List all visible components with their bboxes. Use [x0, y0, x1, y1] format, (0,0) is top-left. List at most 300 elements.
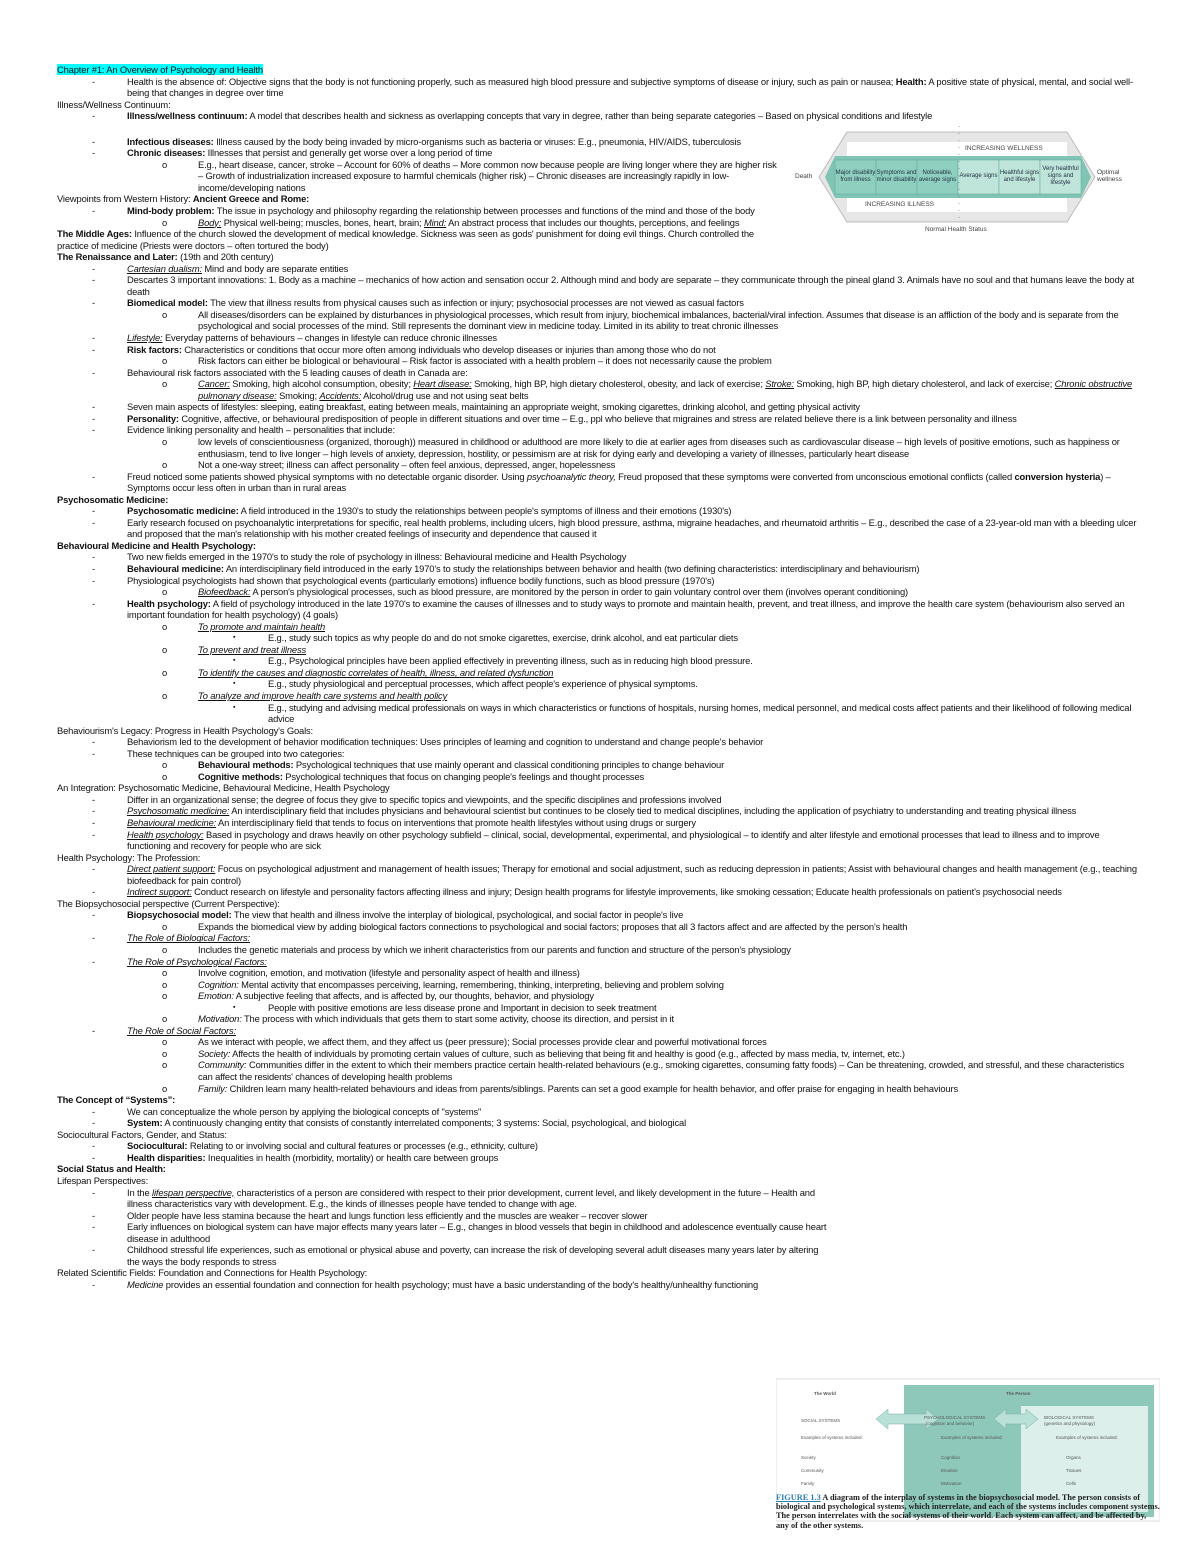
text-span: Includes the genetic materials and process by which we inherit characteristics from our parents and function and structure of the person's physiology — [198, 944, 791, 956]
text-span: An interdisciplinary field that includes physicians and behavioural scientist but continues to be closely tied to medical disciplines, including the application of psychiatry to understanding and treating physical illness — [229, 805, 1077, 817]
list-item — [57, 263, 1140, 275]
text-span: All diseases/disorders can be explained by disturbances in physiological processes, which result from injury, biochemical imbalances, bacterial/viral infection. Assumes that disease is an affliction of the body and is separate from the psychological and social processes of the mind. Still represents the dominant view in medicine today. Limited in its ability to treat chronic illnesses — [198, 308, 1119, 332]
psych-systems-sub: (cognition and behavior) — [926, 1421, 975, 1426]
list-item — [57, 367, 1140, 379]
list-item — [57, 644, 1140, 656]
list-item — [57, 517, 1140, 540]
list-item — [57, 805, 1140, 817]
list-item — [57, 144, 1140, 159]
bullet-icon: o — [162, 620, 168, 632]
term-label: Cognitive methods: — [198, 770, 283, 782]
bio-item: Organs — [1066, 1455, 1081, 1460]
list-item — [57, 563, 1140, 575]
psych-examples-label: Examples of systems included: — [941, 1435, 1003, 1440]
list-item — [57, 771, 1140, 783]
text-span: A subjective feeling that affects, and is affected by, our thoughts, behavior, and physiology — [233, 990, 594, 1002]
bio-systems-title: BIOLOGICAL SYSTEMS — [1044, 1415, 1094, 1420]
list-item — [57, 621, 1140, 633]
bullet-icon: o — [162, 978, 168, 990]
bullet-icon: - — [92, 1117, 95, 1129]
list-item — [57, 1140, 1140, 1152]
figure-caption — [776, 1493, 1160, 1530]
list-item — [57, 332, 1140, 344]
list-item — [57, 632, 1140, 644]
term-label: The Role of Psychological Factors: — [127, 955, 267, 967]
text-span: Psychological techniques that focus on changing people's feelings and thought processes — [282, 770, 645, 782]
term-label: Behavioural Medicine and Health Psychology: — [57, 539, 256, 551]
term-label: Biomedical model: — [127, 297, 208, 309]
text-span: The process with which individuals that gets them to start some activity, choose its direction, and persist in it — [241, 1013, 674, 1025]
list-item — [57, 1083, 1140, 1095]
term-label: Family: — [198, 1082, 228, 1094]
bullet-icon: - — [92, 262, 95, 274]
caption-text: A diagram of the interplay of systems in the biopsychosocial model. The person consists of biological and psychological systems, which interrelate, and each of the systems includes component systems. The person interrelates with the social systems of their world. Each system can affect, and be affected by, any of the other systems. — [776, 1493, 1160, 1530]
list-item — [57, 159, 1140, 194]
bullet-icon: ▪ — [233, 1003, 236, 1011]
bullet-icon: o — [162, 378, 168, 390]
list-item — [57, 344, 1140, 356]
term-label: Health: — [895, 75, 927, 87]
text-span: A person's physiological processes, such as blood pressure, are monitored by the person in order to gain voluntary control over them (involves operant conditioning) — [250, 586, 909, 598]
term-label: Chronic obstructive pulmonary disease: — [198, 378, 1133, 401]
normal-health-label: Normal Health Status — [925, 225, 987, 233]
bullet-icon: o — [162, 1082, 168, 1094]
bullet-icon: o — [162, 990, 168, 1002]
term-label: System: — [127, 1117, 163, 1129]
text-span: Risk factors can either be biological or behavioural – Risk factor is associated with a health problem – it does not necessarily cause the problem — [198, 355, 772, 367]
text-span: Affects the health of individuals by promoting certain values of culture, such as believing that being fit and healthy is good (e.g., affected by mass media, tv, internet, etc.) — [230, 1047, 905, 1059]
text-span: An interdisciplinary field introduced in the early 1970's to study the relationships between behavior and health (two defining characteristics: interdisciplinary and behaviourism) — [223, 562, 920, 574]
bullet-icon: o — [162, 770, 168, 782]
bullet-icon: - — [92, 955, 95, 967]
term-label: Ancient Greece and Rome: — [192, 193, 310, 205]
text-span: An abstract process that includes our thoughts, perceptions, and feelings — [446, 216, 740, 228]
bullet-icon: - — [92, 1024, 95, 1036]
bullet-icon: - — [92, 863, 95, 875]
term-label: Social Status and Health: — [57, 1163, 166, 1175]
text-span: The Biopsychosocial perspective (Current Perspective): — [57, 897, 280, 909]
term-label: Emotion: — [198, 990, 234, 1002]
text-span: Psychological techniques that use mainly operant and classical conditioning principles to change behaviour — [293, 759, 725, 771]
text-span: Focus on psychological adjustment and management of health issues; Therapy for emotional and social adjustment, such as reducing depression in patients; Assist with behavioural changes and health management (e.g., teaching biofeedback for pain control) — [127, 863, 1137, 886]
list-item — [57, 667, 1140, 679]
bullet-icon: - — [92, 1151, 95, 1163]
list-item — [57, 967, 1140, 979]
list-item — [57, 736, 1140, 748]
term-label: To prevent and treat illness — [198, 643, 307, 655]
section-heading — [57, 898, 1140, 910]
text-span: A field introduced in the 1930's to study the relationships between people's symptoms of illness and their emotions (1930's) — [238, 505, 732, 517]
term-label: lifespan perspective, — [152, 1186, 235, 1198]
list-item — [57, 1117, 1140, 1129]
text-span: Smoking, high BP, high dietary cholesterol, and lack of exercise; — [793, 378, 1055, 390]
list-item — [57, 1221, 832, 1244]
text-span: (19th and 20th century) — [177, 251, 274, 263]
list-item — [57, 990, 1140, 1002]
text-span: Health Psychology: The Profession: — [57, 851, 201, 863]
text-span: Evidence linking personality and health – personalities that include: — [127, 424, 395, 436]
text-span: Older people have less stamina because the heart and lungs function less efficiently and the muscles are weaker – recover slower — [127, 1209, 648, 1221]
text-span: Communities differ in the extent to which their members practice certain health-related behaviours (e.g., smoking cigarettes, consuming fatty foods) – Can be threatening, crowded, and stressful, and these characteristics can affect the residents' chances of developing health problems — [198, 1059, 1125, 1083]
section-heading — [57, 540, 1140, 552]
text-span: Relating to or involving social and cultural features or processes (e.g., ethnicity, culture) — [187, 1140, 538, 1152]
list-item — [57, 932, 1140, 944]
list-item — [57, 759, 1140, 771]
text-span: Illnesses that persist and generally get worse over a long period of time — [205, 147, 493, 159]
list-item — [57, 575, 1140, 587]
term-label: Accidents: — [319, 389, 362, 401]
text-span: Childhood stressful life experiences, such as emotional or physical abuse and poverty, can increase the risk of developing several adult diseases many years later by altering the ways the body responds to stress — [127, 1244, 819, 1267]
bullet-icon: - — [92, 909, 95, 921]
text-span: Behavioural risk factors associated with the 5 leading causes of death in Canada are: — [127, 366, 468, 378]
bullet-icon: ▪ — [233, 680, 236, 688]
term-label: The Role of Social Factors: — [127, 1024, 237, 1036]
text-span: Early influences on biological system can have major effects many years later – E.g., changes in blood vessels that begin in childhood and adolescence eventually cause heart disease in adulthood — [127, 1221, 827, 1244]
term-label: Health disparities: — [127, 1151, 206, 1163]
text-span: Freud proposed that these symptoms were converted from unconscious emotional conflicts (called — [615, 470, 1015, 482]
text-span: provides an essential foundation and connection for health psychology; must have a basic understanding of the body's healthy/unhealthy functioning — [163, 1278, 759, 1290]
bullet-icon: - — [92, 793, 95, 805]
text-span: Physical well-being; muscles, bones, heart, brain; — [221, 216, 424, 228]
term-label: Medicine — [127, 1278, 164, 1290]
bullet-icon: o — [162, 759, 168, 771]
bullet-icon: - — [92, 736, 95, 748]
bullet-icon: - — [92, 1140, 95, 1152]
bullet-icon: - — [92, 470, 95, 482]
term-label: To analyze and improve health care systems and health policy — [198, 689, 448, 701]
section-heading — [57, 1094, 1140, 1106]
bullet-icon: ▪ — [233, 634, 236, 642]
bullet-icon: - — [92, 886, 95, 898]
term-label: Cognition: — [198, 978, 239, 990]
text-span: Characteristics or conditions that occur more often among individuals who develop diseases or injuries than among those who do not — [181, 343, 716, 355]
bullet-icon: - — [92, 551, 95, 563]
bio-systems-sub: (genetics and physiology) — [1044, 1421, 1096, 1426]
list-item — [57, 217, 1140, 229]
continuum-segment-label: Noticeable, average signs — [918, 169, 957, 183]
text-span: Based in psychology and draws heavily on other psychology subfield – clinical, social, developmental, experimental, and physiological – to identify and alter lifestyle and emotional processes that lead to illness and to improve functioning and recovery for people who are sick — [127, 828, 1100, 852]
list-item — [57, 1059, 1140, 1082]
list-item — [57, 205, 1140, 217]
list-item — [57, 297, 1140, 309]
bio-item: Cells — [1066, 1481, 1077, 1486]
list-item — [57, 551, 1140, 563]
text-span: Behaviorism led to the development of behavior modification techniques: Uses principles of learning and cognition to understand and change people's behavior — [127, 736, 764, 748]
term-label: Psychosomatic medicine: — [127, 505, 239, 517]
term-label: Society: — [198, 1047, 231, 1059]
term-label: Psychosomatic Medicine: — [57, 493, 169, 505]
section-heading — [57, 99, 1140, 111]
text-span: characteristics of a person are considered with respect to their prior development, current level, and likely development in the future – Health and illness characteristics vary with development. E.g., the kinds of illnesses people have tended to change with age. — [127, 1186, 815, 1210]
term-label: Behavioural medicine: — [127, 562, 224, 574]
text-span: Differ in an organizational sense; the degree of focus they give to specific topics and viewpoints, and the specific disciplines and professions involved — [127, 793, 722, 805]
bullet-icon: - — [92, 332, 95, 344]
list-item — [57, 829, 1140, 852]
bullet-icon: o — [162, 308, 168, 320]
list-item — [57, 956, 1140, 968]
optimal-wellness-label: Optimal wellness — [1097, 168, 1122, 184]
bio-examples-label: Examples of systems included: — [1056, 1435, 1118, 1440]
bullet-icon: - — [92, 366, 95, 378]
term-label: conversion hysteria — [1014, 470, 1101, 482]
bullet-icon: - — [92, 817, 95, 828]
bullet-icon: - — [92, 1244, 95, 1256]
section-heading — [57, 494, 1140, 506]
text-span: Health is the absence of: Objective signs that the body is not functioning properly, such as measured high blood pressure and subjective symptoms of disease or injury, such as pain or nausea; — [127, 75, 896, 87]
text-span: A field of psychology introduced in the late 1970's to examine the causes of illnesses and to study ways to promote and maintain health, prevent, and treat illness, and improve the health care system (behaviourism also served an important foundation for health psychology) (4 goals) — [127, 597, 1125, 621]
person-title: The Person — [1006, 1391, 1031, 1396]
list-item — [57, 1210, 832, 1222]
text-span: Alcohol/drug use and not using seat belts — [361, 389, 529, 401]
bullet-icon: o — [162, 216, 168, 228]
list-item — [57, 944, 1140, 956]
term-label: Health psychology: — [127, 597, 211, 609]
continuum-segment-label: Symptoms and minor disability — [876, 169, 917, 183]
bullet-icon: - — [92, 747, 95, 759]
list-item — [57, 655, 1140, 667]
bullet-icon: - — [92, 401, 95, 413]
list-item — [57, 309, 1140, 332]
bullet-icon: o — [162, 586, 168, 598]
list-item — [57, 1279, 832, 1291]
bullet-icon: - — [92, 343, 95, 355]
text-span: Children learn many health-related behaviours and ideas from parents/siblings. Parents can set a good example for health behavior, and offer praise for engaging in health behaviours — [227, 1082, 958, 1094]
section-heading — [57, 852, 1140, 864]
bullet-icon: o — [162, 967, 168, 979]
social-item: Community — [801, 1468, 824, 1473]
bullet-icon: - — [92, 147, 95, 159]
bullet-icon: o — [162, 355, 168, 367]
term-label: Mind-body problem: — [127, 205, 215, 217]
section-heading — [57, 1163, 1140, 1175]
bullet-icon: o — [162, 944, 168, 956]
text-span: We can conceptualize the whole person by applying the biological concepts of "systems" — [127, 1105, 482, 1117]
psych-item: Emotion — [941, 1468, 958, 1473]
chapter-title: Chapter #1: An Overview of Psychology and Health — [57, 64, 263, 75]
text-span: A positive state of physical, mental, and social well-being that changes in degree over time — [127, 75, 1133, 99]
bullet-icon: o — [162, 435, 168, 447]
text-span: Two new fields emerged in the 1970's to study the role of psychology in illness: Behavioural medicine and Health Psychology — [127, 551, 627, 563]
list-item — [57, 979, 1140, 991]
bullet-icon: - — [92, 297, 95, 309]
text-span: E.g., study such topics as why people do and do not smoke cigarettes, exercise, drink alcohol, and eat particular diets — [268, 632, 738, 644]
list-item — [57, 1013, 1140, 1025]
term-label: Body: — [198, 216, 222, 228]
term-label: The Middle Ages: — [57, 228, 132, 240]
bullet-icon: - — [92, 597, 95, 609]
text-span: ) – Symptoms occur less often in urban than in rural areas — [127, 470, 1111, 494]
list-item — [57, 136, 1140, 148]
list-item — [57, 110, 1140, 122]
figure-label: FIGURE 1.3 — [776, 1493, 821, 1502]
bullet-icon: - — [92, 1209, 95, 1221]
text-span: Everyday patterns of behaviours – changes in lifestyle can reduce chronic illnesses — [162, 332, 497, 344]
text-span: The view that illness results from physical causes such as infection or injury; psychosocial processes are not viewed as casual factors — [207, 297, 744, 309]
list-item — [57, 378, 1140, 401]
text-span: Conduct research on lifestyle and personality factors affecting illness and injury; Design health programs for lifestyle improvements, like smoking cessation; Educate health professionals on patient's psychosocial needs — [191, 886, 1062, 898]
text-span: Influence of the church slowed the development of medical knowledge. Sickness was seen as gods' punishment for doing evil things. Church controlled the practice of medicine (Priests were doctors – often tortured the body) — [57, 228, 754, 251]
text-span: Sociocultural Factors, Gender, and Status: — [57, 1128, 227, 1140]
increasing-wellness-label: INCREASING WELLNESS — [965, 144, 1043, 152]
list-item — [57, 471, 1140, 494]
continuum-segment-label: Very healthful signs and lifestyle — [1042, 166, 1079, 187]
text-span: These techniques can be grouped into two categories: — [127, 747, 345, 759]
list-item — [57, 817, 1140, 829]
list-item — [57, 436, 1140, 459]
text-span: Inequalities in health (morbidity, mortality) or health care between groups — [205, 1151, 499, 1163]
text-span: A continuously changing entity that consists of constantly interrelated components; 3 systems: Social, psychological, and biological — [162, 1117, 687, 1129]
term-label: Motivation: — [198, 1013, 242, 1025]
term-label: Biofeedback: — [198, 586, 251, 598]
text-span: Mental activity that encompasses perceiving, learning, remembering, thinking, interpreting, believing and problem solving — [238, 978, 724, 990]
term-label: To identify the causes and diagnostic correlates of health, illness, and related dysfunction — [198, 666, 554, 678]
term-label: Biopsychosocial model: — [127, 909, 232, 921]
term-label: Direct patient support: — [127, 863, 216, 875]
bullet-icon: o — [162, 1013, 168, 1025]
text-span: The issue in psychology and philosophy regarding the relationship between processes and functions of the mind and those of the body — [214, 205, 755, 217]
term-label: Sociocultural: — [127, 1140, 188, 1152]
text-span: People with positive emotions are less disease prone and Important in decision to seek treatment — [268, 1001, 657, 1013]
text-span: Seven main aspects of lifestyles: sleeping, eating breakfast, eating between meals, maintaining an appropriate weight, smoking cigarettes, drinking alcohol, and getting physical activity — [127, 401, 860, 413]
text-span: low levels of conscientiousness (organized, thorough)) measured in childhood or adulthood are more likely to die at earlier ages from diseases such as cardiovascular disease – high levels of positive emotions, such as happiness or enthusiasm, tend to live longer – high levels of anxiety, depression, hostility, or pessimism are at risk for dying early and developing a variety of illnesses, particularly heart disease — [198, 435, 1120, 459]
term-label: Health psychology: — [127, 828, 204, 840]
text-span: Lifespan Perspectives: — [57, 1174, 149, 1186]
social-systems-title: SOCIAL SYSTEMS — [801, 1418, 841, 1423]
text-span: E.g., heart disease, cancer, stroke – Account for 60% of deaths – More common now because people are living longer where they are higher risk – Growth of industrialization increased exposure to harmful chemicals (higher risk) – Chronic diseases are increasingly rapidly in low-income/developing nations — [198, 158, 777, 193]
list-item — [57, 424, 1140, 436]
term-label: Risk factors: — [127, 343, 182, 355]
continuum-segment-label: Healthful signs and lifestyle — [999, 169, 1040, 183]
increasing-illness-label: INCREASING ILLNESS — [865, 200, 934, 208]
text-span: E.g., Psychological principles have been applied effectively in preventing illness, such as in reducing high blood pressure. — [268, 655, 753, 667]
term-label: Behavioural methods: — [198, 759, 294, 771]
list-item — [57, 274, 1140, 297]
term-label: Behavioural medicine: — [127, 817, 217, 828]
section-heading — [57, 193, 1140, 205]
bullet-icon: - — [92, 135, 95, 147]
text-span: Illness/Wellness Continuum: — [57, 98, 171, 110]
bullet-icon: - — [92, 1105, 95, 1117]
text-span: Illness caused by the body being invaded by micro-organisms such as bacteria or viruses: E.g., pneumonia, HIV/AIDS, tuberculosis — [213, 135, 741, 147]
list-item — [57, 76, 1140, 99]
social-item: Society — [801, 1455, 816, 1460]
text-span: Smoking; — [276, 389, 320, 401]
bullet-icon: - — [92, 805, 95, 817]
list-item — [57, 401, 1140, 413]
term-label: Chronic diseases: — [127, 147, 206, 159]
section-heading — [57, 1267, 762, 1279]
text-span: Early research focused on psychoanalytic interpretations for specific, real health problems, including ulcers, high blood pressure, asthma, migraine headaches, and rheumatoid arthritis – E.g., described the case of a 23-year-old man with a bleeding ulcer and proposed that the man's relationship with his mother created feelings of insecurity and dependence that caused it — [127, 516, 1137, 540]
bullet-icon: o — [162, 689, 168, 701]
bullet-icon: o — [162, 666, 168, 678]
bullet-icon: - — [92, 505, 95, 517]
bullet-icon: - — [92, 75, 95, 87]
section-heading — [57, 725, 1140, 737]
bullet-icon: - — [92, 1278, 95, 1290]
bullet-icon: - — [92, 516, 95, 528]
term-label: Cartesian dualism: — [127, 262, 202, 274]
term-label: Community: — [198, 1059, 247, 1071]
bullet-icon: - — [92, 1221, 95, 1233]
list-item — [57, 598, 1140, 621]
text-span: E.g., study physiological and perceptual processes, which affect people's experience of physical symptoms. — [268, 678, 698, 690]
list-item — [57, 1187, 832, 1210]
section-heading — [57, 64, 1140, 76]
text-span: The view that health and illness involve the interplay of biological, psychological, and social factor in people's live — [231, 909, 684, 921]
bullet-icon: o — [162, 1059, 168, 1071]
term-label: Cancer: — [198, 378, 230, 390]
list-item — [57, 505, 1140, 517]
list-item — [57, 690, 1140, 702]
bullet-icon: - — [92, 424, 95, 436]
continuum-segment-label: Major disability from illness — [835, 169, 876, 183]
list-item — [57, 355, 1140, 367]
term-label: The Concept of “Systems”: — [57, 1094, 176, 1106]
text-span: Smoking, high BP, high dietary cholesterol, obesity, and lack of exercise; — [471, 378, 766, 390]
list-item — [57, 1152, 1140, 1164]
bullet-icon: ▪ — [233, 657, 236, 665]
bullet-icon: o — [162, 158, 168, 170]
section-heading — [57, 1129, 1140, 1141]
bullet-icon: o — [162, 1047, 168, 1059]
list-item — [57, 1002, 1140, 1014]
bullet-icon: - — [92, 274, 95, 286]
text-span: E.g., studying and advising medical professionals on ways in which characteristics or functions of hospitals, nursing homes, medical personnel, and medical costs affect patients and their likelihood of following medical advice — [268, 701, 1132, 725]
list-item — [57, 702, 1140, 725]
list-item — [57, 1048, 1140, 1060]
text-span: As we interact with people, we affect them, and they affect us (peer pressure); Social processes provide clear and powerful motivational forces — [198, 1036, 767, 1048]
term-label: Psychosomatic medicine: — [127, 805, 230, 817]
term-label: Indirect support: — [127, 886, 192, 898]
term-label: Lifestyle: — [127, 332, 163, 344]
psych-item: Cognition — [941, 1455, 961, 1460]
term-label: Heart disease: — [413, 378, 472, 390]
text-span: Cognitive, affective, or behavioural predisposition of people in different situations and over time – E.g., ppl who believe that migraines and stress are related believe there is a link between personality and illness — [178, 412, 1017, 424]
text-span: Freud noticed some patients showed physical symptoms with no detectable organic disorder. Using — [127, 470, 527, 482]
term-label: Stroke: — [765, 378, 794, 390]
text-span: Related Scientific Fields: Foundation and Connections for Health Psychology: — [57, 1267, 368, 1279]
list-item — [57, 748, 1140, 760]
term-label: psychoanalytic theory, — [526, 470, 616, 482]
text-span: A model that describes health and sickness as overlapping concepts that vary in degree, rather than being separate categories – Based on physical conditions and lifestyle — [247, 110, 933, 122]
list-item — [57, 863, 1140, 886]
list-item — [57, 678, 1140, 690]
bullet-icon: - — [92, 932, 95, 944]
term-label: Personality: — [127, 412, 179, 424]
text-span: Mind and body are separate entities — [201, 262, 349, 274]
text-span: In the — [127, 1186, 153, 1198]
text-span: Descartes 3 important innovations: 1. Body as a machine – mechanics of how action and sensation occur 2. Although mind and body are separate – they communicate through the pineal gland 3. Animals have no soul and that humans leave the body at death — [127, 274, 1135, 297]
section-heading — [57, 225, 1140, 251]
list-item — [57, 921, 1140, 933]
section-heading — [57, 782, 1140, 794]
text-span: Not a one-way street; illness can affect personality – often feel anxious, depressed, anger, hopelessness — [198, 459, 616, 471]
text-span: Behaviourism's Legacy: Progress in Health Psychology's Goals: — [57, 724, 314, 736]
list-item — [57, 794, 1140, 806]
document-body — [57, 64, 1140, 1290]
bullet-icon: - — [92, 574, 95, 586]
text-span: Viewpoints from Western History: — [57, 193, 193, 205]
term-label: Infectious diseases: — [127, 135, 214, 147]
bullet-icon: - — [92, 110, 95, 122]
psych-systems-title: PSYCHOLOGICAL SYSTEMS — [924, 1415, 986, 1420]
term-label: Mind: — [423, 216, 447, 228]
section-heading — [57, 251, 1140, 263]
death-label: Death — [795, 172, 813, 180]
continuum-segment-label: Average signs — [959, 173, 998, 180]
list-item — [57, 1036, 1140, 1048]
bullet-icon: o — [162, 459, 168, 471]
